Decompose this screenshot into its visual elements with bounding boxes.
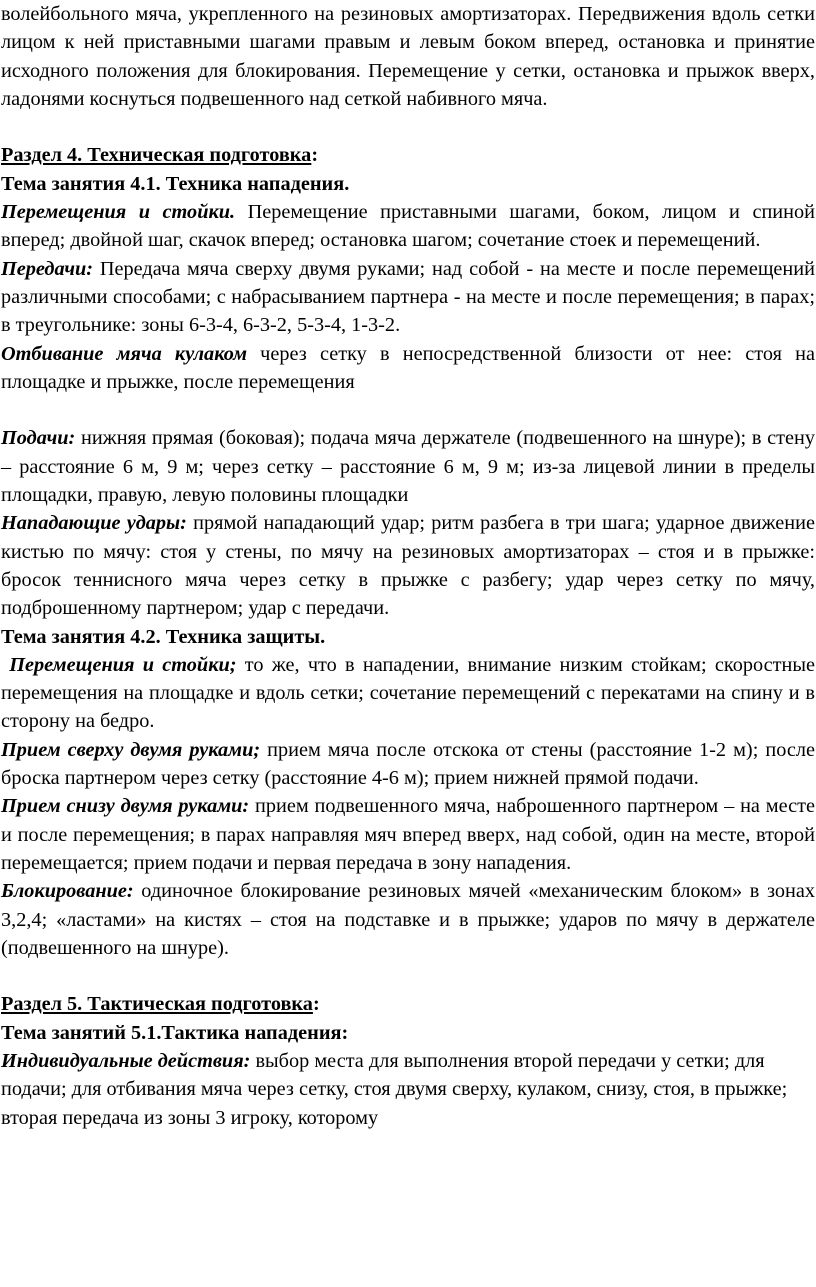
paragraph-serves	[1, 424, 815, 509]
topic-4-1-heading: Тема занятия 4.1. Техника нападения.	[1, 172, 350, 195]
paragraph-moves-attack	[1, 198, 815, 255]
spacer	[1, 962, 815, 990]
term-attacks: Нападающие удары:	[1, 512, 187, 535]
paragraph-over-reception	[1, 736, 815, 793]
paragraph-individual	[1, 1047, 815, 1132]
text-over-reception: прием мяча после отскока от стены (расстояние 1-2 м); после броска партнером через сетку (расстояние 4-6 м); прием нижней прямой подачи.	[1, 738, 815, 790]
term-moves-attack: Перемещения и стойки.	[1, 201, 236, 224]
text-moves-defense: то же, что в нападении, внимание низким стойкам; скоростные перемещения на площадке и вдоль сетки; сочетание перемещений с перекатами на спину и в сторону на бедро.	[1, 653, 815, 733]
spacer	[1, 396, 815, 424]
term-passes: Передачи:	[1, 257, 94, 280]
paragraph-fist	[1, 340, 815, 397]
term-moves-defense: Перемещения и стойки;	[9, 653, 237, 676]
text-individual: выбор места для выполнения второй передачи у сетки; для подачи; для отбивания мяча через сетку, стоя двумя сверху, кулаком, снизу, стоя, в прыжке; вторая передача из зоны 3 игроку, которому	[1, 1049, 788, 1129]
term-block: Блокирование:	[1, 880, 134, 903]
text-under-reception: прием подвешенного мяча, наброшенного партнером – на месте и после перемещения; в парах направляя мяч вперед вверх, над собой, один на месте, второй перемещается; прием подачи и первая передача в зону нападения.	[1, 795, 815, 874]
paragraph-attacks	[1, 509, 815, 622]
section-4-title: Раздел 4. Техническая подготовка	[1, 144, 312, 167]
paragraph-block	[1, 877, 815, 962]
text-serves: нижняя прямая (боковая); подача мяча держателе (подвешенного на шнуре); в стену – расстояние 6 м, 9 м; через сетку – расстояние 6 м, 9 м; из-за лицевой линии в пределы площадки, правую, левую половины площадки	[1, 427, 815, 507]
section-5-title: Раздел 5. Тактическая подготовка	[1, 993, 313, 1016]
paragraph-moves-defense	[1, 651, 815, 736]
term-over-reception: Прием сверху двумя руками;	[1, 738, 261, 761]
section-5-heading	[1, 990, 815, 1018]
paragraph-passes	[1, 255, 815, 340]
text-block: одиночное блокирование резиновых мячей «механическим блоком» в зонах 3,2,4; «ластами» на кистях – стоя на подставке и в прыжке; ударов по мячу в держателе (подвешенного на шнуре).	[1, 880, 815, 959]
term-individual: Индивидуальные действия:	[1, 1049, 251, 1072]
text-attacks: прямой нападающий удар; ритм разбега в три шага; ударное движение кистью по мячу: стоя у стены, по мячу на резиновых амортизаторах – стоя и в прыжке: бросок теннисного мяча через сетку в прыжке с разбегу; удар через сетку по мячу, подброшенному партнером; удар с передачи.	[1, 512, 815, 620]
paragraph-intro: волейбольного мяча, укрепленного на резиновых амортизаторах. Передвижения вдоль сетки лицом к ней приставными шагами правым и левым боком вперед, остановка и принятие исходного положения для блокирования. Перемещение у сетки, остановка и прыжок вверх, ладонями коснуться подвешенного над сеткой набивного мяча.	[1, 3, 815, 110]
topic-4-2-heading: Тема занятия 4.2. Техника защиты.	[1, 625, 326, 648]
term-fist: Отбивание мяча кулаком	[1, 342, 247, 365]
term-serves: Подачи:	[1, 427, 76, 450]
section-4-heading	[1, 141, 815, 169]
topic-5-1-heading: Тема занятий 5.1.Тактика нападения:	[1, 1021, 349, 1044]
term-under-reception: Прием снизу двумя руками:	[1, 795, 250, 818]
paragraph-under-reception	[1, 792, 815, 877]
section-5-colon: :	[312, 993, 320, 1016]
spacer	[1, 113, 815, 141]
text-passes: Передача мяча сверху двумя руками; над собой - на месте и после перемещений различными способами; с набрасыванием партнера - на месте и после перемещения; в парах; в треугольнике: зоны 6-3-4, 6-3-2, 5-3-4, 1-3-2.	[1, 257, 815, 337]
section-4-colon: :	[311, 144, 319, 167]
text-moves-attack: Перемещение приставными шагами, боком, лицом и спиной вперед; двойной шаг, скачок вперед; остановка шагом; сочетание стоек и перемещений.	[1, 201, 815, 252]
text-fist: через сетку в непосредственной близости от нее: стоя на площадке и прыжке, после перемещения	[1, 342, 816, 393]
